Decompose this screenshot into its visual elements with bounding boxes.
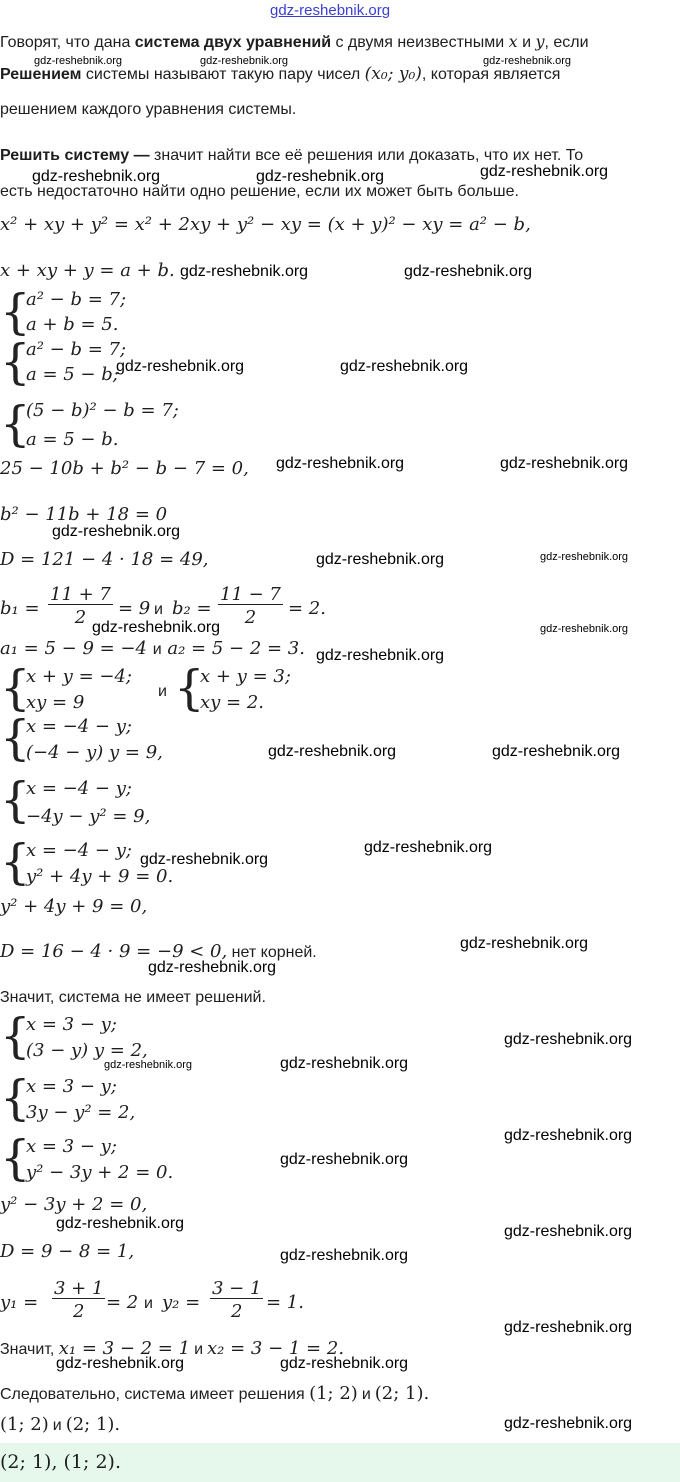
conj-and: и <box>158 683 167 700</box>
system-3-eq-a: (5 − b)² − b = 7; <box>26 400 179 421</box>
answer-text: (2; 1), (1; 2). <box>0 1451 122 1473</box>
system-brace: { <box>0 396 31 452</box>
watermark: gdz-reshebnik.org <box>364 839 493 856</box>
watermark: gdz-reshebnik.org <box>460 935 589 952</box>
text: с двумя неизвестными <box>331 34 509 51</box>
watermark: gdz-reshebnik.org <box>340 358 469 375</box>
bold-term: Решить систему — <box>0 147 150 164</box>
system-4-eq-b: xy = 9 <box>26 692 85 713</box>
text: Значит, <box>0 1341 59 1358</box>
conj-and: и <box>144 1295 153 1312</box>
watermark: gdz-reshebnik.org <box>483 55 572 67</box>
system-brace: { <box>0 834 31 890</box>
denominator: 2 <box>230 1301 243 1322</box>
bold-term: система двух уравнений <box>134 34 332 51</box>
eq-line-4: b² − 11b + 18 = 0 <box>0 504 168 525</box>
fraction-b2 <box>218 586 283 627</box>
x1-value: x₁ = 3 − 2 = 1 <box>58 1338 191 1359</box>
bold-term: Решением <box>0 66 82 83</box>
system-7-eq-a: x = −4 − y; <box>26 778 132 799</box>
conj-and: и <box>194 1341 204 1358</box>
eq-line-11: D = 9 − 8 = 1, <box>0 1241 135 1262</box>
system-brace: { <box>0 772 31 828</box>
text: , если <box>544 34 589 51</box>
conj-and: и <box>152 641 162 658</box>
watermark: gdz-reshebnik.org <box>280 1247 409 1264</box>
watermark: gdz-reshebnik.org <box>280 1151 409 1168</box>
eq-line-14 <box>0 1416 120 1434</box>
b1-label: b₁ = <box>0 598 40 619</box>
system-brace: { <box>0 284 31 340</box>
intro-line-4 <box>0 148 583 164</box>
answer-block <box>0 1443 680 1482</box>
system-6-eq-a: x = −4 − y; <box>26 716 132 737</box>
var-y: y <box>535 32 545 51</box>
watermark: gdz-reshebnik.org <box>504 1319 633 1336</box>
system-9-eq-a: x = 3 − y; <box>26 1014 117 1035</box>
system-2-eq-a: a² − b = 7; <box>26 339 127 360</box>
a2-value: a₂ = 5 − 2 = 3. <box>167 638 305 659</box>
watermark: gdz-reshebnik.org <box>504 1127 633 1144</box>
x2-value: x₂ = 3 − 1 = 2. <box>207 1338 345 1359</box>
numerator: 3 + 1 <box>54 1278 104 1299</box>
watermark: gdz-reshebnik.org <box>500 455 629 472</box>
watermark: gdz-reshebnik.org <box>540 623 629 635</box>
watermark: gdz-reshebnik.org <box>104 1059 193 1071</box>
denominator: 2 <box>74 607 87 628</box>
system-8-eq-b: y² + 4y + 9 = 0. <box>26 866 174 887</box>
watermark: gdz-reshebnik.org <box>200 55 289 67</box>
denominator: 2 <box>72 1301 85 1322</box>
system-9-eq-b: (3 − y) y = 2, <box>26 1040 148 1061</box>
system-5-eq-a: x + y = 3; <box>200 666 291 687</box>
pair-1-2: (1; 2) <box>0 1414 49 1435</box>
system-2-eq-b: a = 5 − b; <box>26 364 119 385</box>
text: системы называют такую пару чисел <box>81 66 365 83</box>
eq-line-1: x² + xy + y² = x² + 2xy + y² − xy = (x + y)² − xy = a² − b, <box>0 214 531 235</box>
a1-value: a₁ = 5 − 9 = −4 <box>0 638 147 659</box>
fraction-y1 <box>52 1280 105 1321</box>
watermark: gdz-reshebnik.org <box>140 851 269 868</box>
watermark: gdz-reshebnik.org <box>504 1223 633 1240</box>
text: Говорят, что дана <box>0 34 135 51</box>
system-brace: { <box>0 710 31 766</box>
watermark: gdz-reshebnik.org <box>316 647 445 664</box>
eq-line-6 <box>0 640 305 658</box>
denominator: 2 <box>244 607 257 628</box>
watermark: gdz-reshebnik.org <box>480 163 609 180</box>
system-brace: { <box>0 660 31 716</box>
system-5-eq-b: xy = 2. <box>200 692 265 713</box>
system-7-eq-b: −4y − y² = 9, <box>26 806 151 827</box>
conclusion-line-1: Значит, система не имеет решений. <box>0 989 266 1006</box>
system-brace: { <box>0 334 31 390</box>
text: Следовательно, система имеет решения <box>0 1386 310 1403</box>
system-11-eq-b: y² − 3y + 2 = 0. <box>26 1162 174 1183</box>
y1-label: y₁ = <box>0 1292 39 1313</box>
numerator: 3 − 1 <box>212 1278 262 1299</box>
eq-1: = 1. <box>266 1292 304 1313</box>
watermark: gdz-reshebnik.org <box>52 523 181 540</box>
watermark: gdz-reshebnik.org <box>276 455 405 472</box>
eq-2b: = 2 <box>106 1292 139 1313</box>
numerator: 11 − 7 <box>220 584 281 605</box>
watermark: gdz-reshebnik.org <box>268 743 397 760</box>
watermark: gdz-reshebnik.org <box>316 551 445 568</box>
watermark: gdz-reshebnik.org <box>280 1355 409 1372</box>
no-roots-text: нет корней. <box>227 944 317 961</box>
pair-x0-y0: (x₀; y₀) <box>364 64 422 84</box>
watermark: gdz-reshebnik.org <box>280 1055 409 1072</box>
fraction-y2 <box>210 1280 263 1321</box>
watermark: gdz-reshebnik.org <box>256 168 385 185</box>
discriminant: D = 16 − 4 · 9 = −9 < 0, <box>0 941 228 962</box>
watermark: gdz-reshebnik.org <box>404 263 533 280</box>
system-11-eq-a: x = 3 − y; <box>26 1136 117 1157</box>
eq-2: = 2. <box>288 598 326 619</box>
numerator: 11 + 7 <box>50 584 111 605</box>
system-6-eq-b: (−4 − y) y = 9, <box>26 742 163 763</box>
watermark: gdz-reshebnik.org <box>56 1215 185 1232</box>
watermark: gdz-reshebnik.org <box>148 959 277 976</box>
intro-line-2 <box>0 66 560 83</box>
intro-line-5: есть недостаточно найти одно решение, если их может быть больше. <box>0 183 519 200</box>
eq-line-5: D = 121 − 4 · 18 = 49, <box>0 549 209 570</box>
watermark: gdz-reshebnik.org <box>34 55 123 67</box>
intro-line-3: решением каждого уравнения системы. <box>0 101 297 118</box>
site-link[interactable]: gdz-reshebnik.org <box>270 2 391 19</box>
pair-1-2: (1; 2) <box>309 1383 358 1404</box>
text: значит найти все её решения или доказать, что их нет. То <box>149 147 584 164</box>
watermark: gdz-reshebnik.org <box>540 551 629 563</box>
eq-line-2: x + xy + y = a + b. <box>0 260 175 281</box>
eq-line-3: 25 − 10b + b² − b − 7 = 0, <box>0 458 249 479</box>
watermark: gdz-reshebnik.org <box>32 168 161 185</box>
watermark: gdz-reshebnik.org <box>504 1415 633 1432</box>
intro-line-1 <box>0 34 589 51</box>
system-1-eq-b: a + b = 5. <box>26 314 119 335</box>
watermark: gdz-reshebnik.org <box>504 1031 633 1048</box>
system-brace: { <box>0 1130 31 1186</box>
pair-2-1: (2; 1). <box>374 1383 430 1404</box>
watermark: gdz-reshebnik.org <box>56 1355 185 1372</box>
watermark: gdz-reshebnik.org <box>116 358 245 375</box>
text: и <box>517 34 536 51</box>
watermark: gdz-reshebnik.org <box>492 743 621 760</box>
conj-and: и <box>154 601 163 618</box>
system-brace: { <box>0 1008 31 1064</box>
eq-9: = 9 <box>118 598 151 619</box>
y2-label: y₂ = <box>162 1292 201 1313</box>
eq-line-10: y² − 3y + 2 = 0, <box>0 1194 148 1215</box>
watermark: gdz-reshebnik.org <box>180 263 309 280</box>
system-3-eq-b: a = 5 − b. <box>26 429 119 450</box>
text: , которая является <box>421 66 561 83</box>
system-8-eq-a: x = −4 − y; <box>26 840 132 861</box>
system-10-eq-a: x = 3 − y; <box>26 1076 117 1097</box>
system-brace: { <box>0 1070 31 1126</box>
watermark: gdz-reshebnik.org <box>92 619 221 636</box>
system-10-eq-b: 3y − y² = 2, <box>26 1102 136 1123</box>
pair-2-1: (2; 1). <box>65 1414 121 1435</box>
system-1-eq-a: a² − b = 7; <box>26 289 127 310</box>
system-brace: { <box>174 660 205 716</box>
conj-and: и <box>52 1417 62 1434</box>
system-4-eq-a: x + y = −4; <box>26 666 132 687</box>
conclusion-line-2 <box>0 1385 429 1403</box>
var-x: x <box>508 32 518 51</box>
conj-and: и <box>361 1386 371 1403</box>
b2-label: b₂ = <box>172 598 212 619</box>
eq-line-7: y² + 4y + 9 = 0, <box>0 896 148 917</box>
